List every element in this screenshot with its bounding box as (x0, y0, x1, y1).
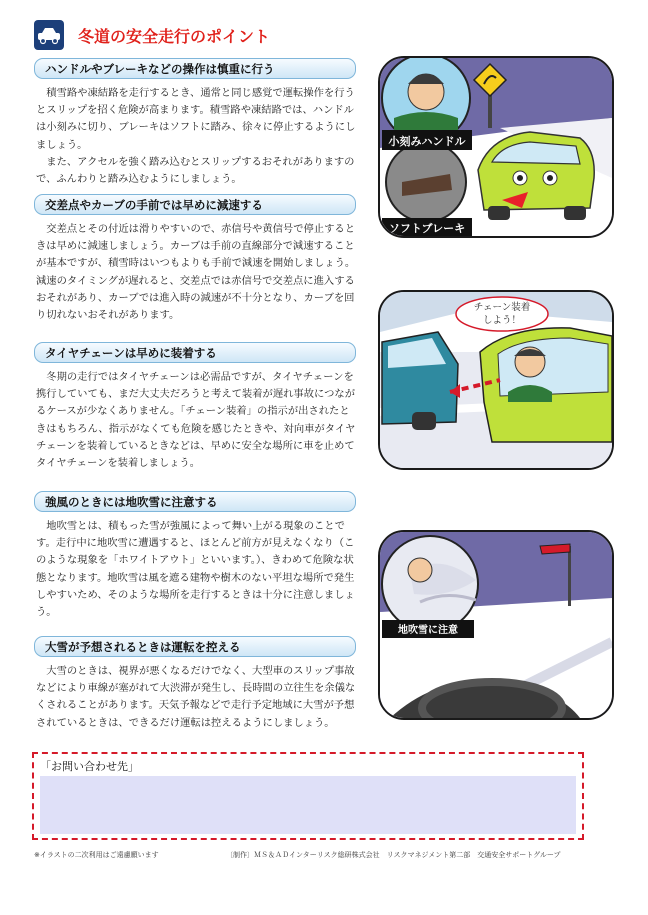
illustration-chain-warning (378, 290, 614, 470)
section-heading: ハンドルやブレーキなどの操作は慎重に行う (34, 58, 356, 79)
section-body (34, 85, 356, 188)
section-heading: 強風のときには地吹雪に注意する (34, 491, 356, 512)
page-title: 冬道の安全走行のポイント (78, 27, 271, 46)
section-heading: タイヤチェーンは早めに装着する (34, 342, 356, 363)
section-slow-down-early (34, 194, 356, 324)
car-icon (34, 20, 64, 50)
section-heading: 交差点やカーブの手前では早めに減速する (34, 194, 356, 215)
section-heading: 大雪が予想されるときは運転を控える (34, 636, 356, 657)
section-heavy-snow (34, 636, 356, 732)
paragraph: また、アクセルを強く踏み込むとスリップするおそれがありますので、ふんわりと踏み込むようにしましょう。 (36, 155, 355, 186)
illustration-label-blizzard: 地吹雪に注意 (398, 625, 458, 636)
section-body (34, 663, 356, 732)
section-body (34, 518, 356, 621)
section-ground-blizzard (34, 491, 356, 621)
footer-credit: 〔制作〕ＭＳ＆ＡＤインターリスク総研株式会社 リスクマネジメント第二部 交通安全サポートグループ (226, 851, 561, 859)
paragraph: 積雪路や凍結路を走行するとき、通常と同じ感覚で運転操作を行うとスリップを招く危険が高まります。積雪路や凍結路では、ハンドルは小刻みに切り、ブレーキはソフトに踏み、徐々に停止するようにしましょう。 (36, 87, 356, 151)
page-header (34, 20, 634, 56)
contact-label: 「お問い合わせ先」 (40, 760, 139, 773)
contact-area (40, 776, 576, 834)
illustration-skid-car (378, 56, 614, 238)
illustration-label-handle: 小刻みハンドル (388, 135, 466, 148)
contact-box (32, 752, 584, 840)
illustration-ground-blizzard (378, 530, 614, 720)
section-body (34, 369, 356, 472)
speech-bubble-line1: チェーン装着 (473, 302, 531, 313)
section-tire-chains (34, 342, 356, 472)
section-body (34, 221, 356, 324)
paragraph: 冬期の走行ではタイヤチェーンは必需品ですが、タイヤチェーンを携行していても、まだ大丈夫だろうと考えて装着が遅れ事故につながるケースが少なくありません。「チェーン装着」の指示が出されたときはもちろん、指示がなくても危険を感じたときや、対向車がタイヤチェーンを装着しているときなどは、早めに安全な場所に車を止めてタイヤチェーンを装着しましょう。 (36, 371, 356, 470)
paragraph: 大雪のときは、視界が悪くなるだけでなく、大型車のスリップ事故などにより車線が塞がれて大渋滞が発生し、長時間の立往生を余儀なくされることがあります。天気予報などで走行予定地域に大雪が予想されているときは、できるだけ運転は控えるようにしましょう。 (36, 665, 356, 729)
paragraph: 地吹雪とは、積もった雪が強風によって舞い上がる現象のことです。走行中に地吹雪に遭遇すると、ほとんど前方が見えなくなり（このような現象を「ホワイトアウト」といいます。）、きわめて危険な状態となります。地吹雪は風を遮る建物や樹木のない平坦な場所で発生しやすいため、そのような場所を走行するときは十分に注意しましょう。 (36, 520, 355, 619)
footer-note: ※イラストの二次利用はご遠慮願います (34, 851, 159, 859)
paragraph: 交差点とその付近は滑りやすいので、赤信号や黄信号で停止するときは早めに減速しましょう。カーブは手前の直線部分で減速することが基本ですが、積雪時はいつもよりも手前で減速を開始しましょう。減速のタイミングが遅れると、交差点では赤信号で交差点に進入するおそれがあり、カーブでは進入時の減速が不十分となり、カーブを回り切れないおそれがあります。 (36, 223, 356, 322)
section-careful-operation (34, 58, 356, 188)
speech-bubble-line2: しよう！ (482, 315, 522, 326)
illustration-label-brake: ソフトブレーキ (388, 222, 466, 235)
